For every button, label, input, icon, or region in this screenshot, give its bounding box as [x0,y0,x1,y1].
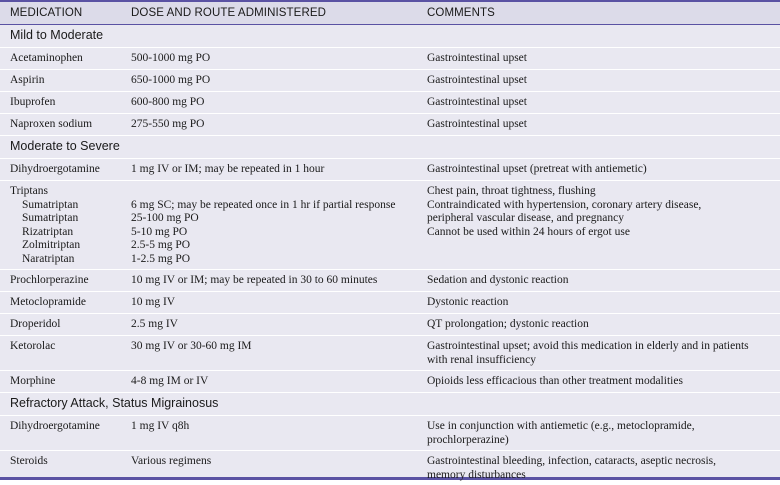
dose-group [131,199,395,267]
comment: Gastrointestinal upset [427,118,527,130]
dose-route: 1 mg IV q8h [131,420,190,432]
comment: Gastrointestinal upset [427,74,527,86]
comment: Cannot be used within 24 hours of ergot use [427,225,630,238]
comment: Dystonic reaction [427,296,509,308]
dose-route: 500-1000 mg PO [131,52,211,64]
table-row [0,371,780,393]
medication-name: Metoclopramide [10,296,87,308]
dose-route: 650-1000 mg PO [131,74,211,86]
medication-name: Triptans [10,185,48,197]
medication-subname: Rizatriptan [22,225,74,238]
medication-group [10,185,80,266]
medication-name: Droperidol [10,318,61,330]
table-row [0,159,780,181]
comment: Use in conjunction with antiemetic (e.g., metoclopramide, [427,420,695,432]
comment-group [427,455,716,482]
header-medication: MEDICATION [10,7,83,19]
dose-route: 275-550 mg PO [131,118,205,130]
comment: Contraindicated with hypertension, coronary artery disease, [427,198,702,211]
table-header [0,2,780,25]
table-row [0,181,780,270]
medication-name: Ibuprofen [10,96,56,108]
section-title: Mild to Moderate [10,28,104,42]
comment: with renal insufficiency [427,353,537,366]
medication-name: Aspirin [10,74,45,86]
dose-route: 600-800 mg PO [131,96,205,108]
comment: Sedation and dystonic reaction [427,274,569,286]
comment: Gastrointestinal upset [427,52,527,64]
dose-route: 2.5 mg IV [131,318,178,330]
section-row [0,393,780,416]
medication-subname: Sumatriptan [22,212,79,224]
table-row [0,92,780,114]
medication-name: Ketorolac [10,340,56,352]
comment: Gastrointestinal upset [427,96,527,108]
table-row [0,70,780,92]
section-title: Refractory Attack, Status Migrainosus [10,396,219,410]
medication-name: Steroids [10,455,48,467]
comment: peripheral vascular disease, and pregnancy [427,212,625,224]
dose-route: 1-2.5 mg PO [131,252,191,265]
dose-route: 4-8 mg IM or IV [131,375,209,387]
medication-name: Naproxen sodium [10,118,93,130]
section-title: Moderate to Severe [10,139,120,153]
comment: Gastrointestinal upset (pretreat with antiemetic) [427,163,647,175]
comment: Chest pain, throat tightness, flushing [427,185,596,197]
medication-subname: Zolmitriptan [22,239,81,251]
medication-name: Dihydroergotamine [10,420,100,432]
medication-name: Acetaminophen [10,52,83,64]
section-row [0,25,780,48]
medication-name: Morphine [10,375,56,387]
comment-group [427,340,749,367]
comment: Gastrointestinal upset; avoid this medication in elderly and in patients [427,340,749,352]
comment: Gastrointestinal bleeding, infection, cataracts, aseptic necrosis, [427,455,716,467]
comment: Opioids less efficacious than other treatment modalities [427,375,683,387]
dose-route: 2.5-5 mg PO [131,239,191,251]
table-row [0,292,780,314]
table-row [0,416,780,451]
dose-route: Various regimens [131,455,212,467]
table-row [0,314,780,336]
dose-route: 10 mg IV [131,296,176,308]
comment-group [427,420,695,447]
dose-route: 10 mg IV or IM; may be repeated in 30 to 60 minutes [131,274,378,286]
header-dose: DOSE AND ROUTE ADMINISTERED [131,7,327,19]
table-row [0,270,780,292]
comment: memory disturbances [427,468,526,481]
comment-group [427,185,701,239]
medication-name: Dihydroergotamine [10,163,100,175]
medication-name: Prochlorperazine [10,274,89,286]
table-row [0,48,780,70]
table-row [0,114,780,136]
dose-route: 6 mg SC; may be repeated once in 1 hr if partial response [131,198,396,211]
dose-route: 5-10 mg PO [131,225,188,238]
section-row [0,136,780,159]
table-row [0,336,780,371]
comment: QT prolongation; dystonic reaction [427,318,589,330]
comment: prochlorperazine) [427,433,509,446]
header-comments: COMMENTS [427,7,495,19]
dose-route: 30 mg IV or 30-60 mg IM [131,340,252,352]
dose-route: 25-100 mg PO [131,212,199,224]
medication-subname: Sumatriptan [22,198,79,211]
dose-route: 1 mg IV or IM; may be repeated in 1 hour [131,163,325,175]
medication-subname: Naratriptan [22,252,75,265]
